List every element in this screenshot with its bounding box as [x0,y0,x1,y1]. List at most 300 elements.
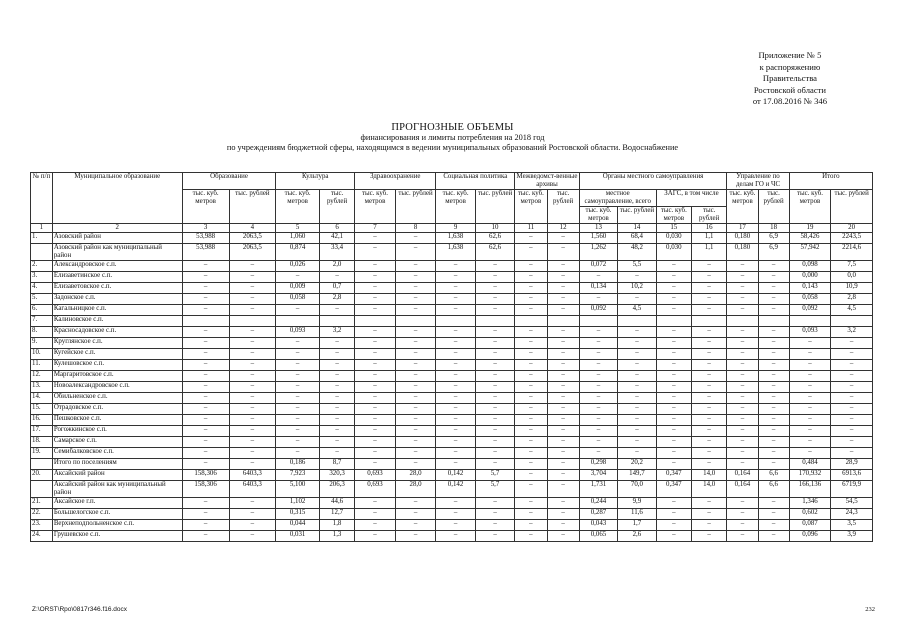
value-cell: – [831,382,873,393]
value-cell: – [436,498,475,509]
value-cell: – [547,261,579,272]
value-cell [727,316,758,327]
value-cell: 2063,5 [229,244,276,261]
municipality-name: Аксайский район [52,470,182,481]
row-number: 13. [31,382,53,393]
value-cell: – [691,360,726,371]
value-cell: – [758,520,789,531]
value-cell: – [395,338,436,349]
header-municipality: Муниципальное образование [52,173,182,224]
value-cell: 0,044 [276,520,320,531]
value-cell: – [547,509,579,520]
municipality-name: Большелогское с.п. [52,509,182,520]
value-cell: 0,287 [579,509,617,520]
file-path: Z:\ORST\Rpo\0817r346.f16.docx [32,606,128,613]
value-cell: 0,180 [727,244,758,261]
value-cell: – [475,272,514,283]
value-cell: – [691,382,726,393]
value-cell: – [727,448,758,459]
value-cell: – [182,520,229,531]
value-cell: – [618,327,656,338]
subheader-rub: тыс. рублей [547,190,579,224]
value-cell: – [579,393,617,404]
value-cell: – [656,272,691,283]
value-cell: – [831,349,873,360]
value-cell: 0,072 [579,261,617,272]
value-cell: – [515,272,547,283]
table-row [31,459,873,470]
municipality-name: Александровское с.п. [52,261,182,272]
value-cell: – [831,437,873,448]
value-cell: 2214,6 [831,244,873,261]
value-cell: 6403,3 [229,470,276,481]
value-cell: – [831,360,873,371]
value-cell: – [758,531,789,542]
value-cell: – [727,283,758,294]
value-cell: – [436,294,475,305]
value-cell: – [758,261,789,272]
table-row [31,327,873,338]
value-cell: – [727,404,758,415]
value-cell: – [229,283,276,294]
value-cell: 158,306 [182,470,229,481]
row-number: 2. [31,261,53,272]
value-cell: – [691,415,726,426]
value-cell: – [182,294,229,305]
value-cell: – [229,382,276,393]
header-archives: Межведомст-венные архивы [516,173,578,188]
value-cell: – [547,382,579,393]
value-cell: – [656,437,691,448]
row-number: 21. [31,498,53,509]
value-cell: – [182,448,229,459]
value-cell: 3,704 [579,470,617,481]
value-cell: 0,693 [355,481,396,498]
value-cell: – [436,349,475,360]
value-cell: – [355,498,396,509]
value-cell: – [182,327,229,338]
value-cell: – [182,382,229,393]
value-cell: – [319,382,354,393]
value-cell: – [579,382,617,393]
value-cell: – [515,294,547,305]
value-cell: – [182,283,229,294]
row-number: 11. [31,360,53,371]
appendix-line: Приложение № 5 [758,50,822,60]
value-cell: – [656,360,691,371]
value-cell: – [229,360,276,371]
value-cell: – [789,371,831,382]
value-cell: – [579,371,617,382]
value-cell: – [475,426,514,437]
value-cell: – [475,261,514,272]
value-cell: 6913,6 [831,470,873,481]
table-row [31,272,873,283]
value-cell: – [182,509,229,520]
value-cell: – [475,509,514,520]
column-number: 15 [656,224,691,233]
value-cell [276,316,320,327]
value-cell: – [355,520,396,531]
value-cell: – [515,233,547,244]
row-number: 7. [31,316,53,327]
subheader-rub: тыс. рублей [395,190,436,224]
column-number: 10 [475,224,514,233]
header-social-policy: Социальная политика [436,173,515,190]
value-cell: 62,6 [475,233,514,244]
value-cell: – [182,272,229,283]
value-cell: – [229,426,276,437]
value-cell: 4,5 [831,305,873,316]
value-cell: – [515,448,547,459]
value-cell: – [758,349,789,360]
table-row [31,244,873,261]
table-row [31,233,873,244]
value-cell: – [758,426,789,437]
row-number: 5. [31,294,53,305]
value-cell: – [656,327,691,338]
value-cell: 0,000 [789,272,831,283]
value-cell: – [436,437,475,448]
value-cell: – [436,272,475,283]
value-cell: 0,098 [789,261,831,272]
value-cell: – [758,272,789,283]
value-cell: – [395,415,436,426]
value-cell: 0,298 [579,459,617,470]
value-cell: – [229,448,276,459]
value-cell: – [656,349,691,360]
subheader-volume: тыс. куб. метров [515,190,547,224]
value-cell: – [436,382,475,393]
row-number: 20. [31,470,53,481]
subheader-local-gov-all: местное самоуправление, всего [579,190,656,207]
value-cell: – [276,404,320,415]
value-cell: – [758,437,789,448]
value-cell: – [547,437,579,448]
value-cell: – [691,327,726,338]
value-cell: – [229,520,276,531]
value-cell: 0,874 [276,244,320,261]
value-cell: – [691,531,726,542]
value-cell: – [727,498,758,509]
subheader-volume: тыс. куб. метров [789,190,831,224]
value-cell: 6,9 [758,244,789,261]
value-cell: 0,164 [727,481,758,498]
municipality-name: Новоалександровское с.п. [52,382,182,393]
value-cell: – [579,272,617,283]
value-cell: 1,7 [618,520,656,531]
value-cell: – [229,272,276,283]
value-cell: 8,7 [319,459,354,470]
municipality-name: Верхнеподпольненское с.п. [52,520,182,531]
value-cell: – [436,338,475,349]
value-cell: – [547,360,579,371]
value-cell: – [727,338,758,349]
value-cell: – [618,272,656,283]
value-cell: – [515,338,547,349]
value-cell: 0,009 [276,283,320,294]
value-cell: – [475,520,514,531]
value-cell: – [319,305,354,316]
value-cell: 2,8 [319,294,354,305]
value-cell: 5,5 [618,261,656,272]
value-cell: – [727,360,758,371]
value-cell: – [229,437,276,448]
value-cell: – [789,415,831,426]
value-cell: – [475,305,514,316]
value-cell: – [618,360,656,371]
value-cell: – [831,426,873,437]
value-cell: 6,9 [758,233,789,244]
value-cell: 0,693 [355,470,396,481]
value-cell: 1,560 [579,233,617,244]
value-cell: – [515,498,547,509]
value-cell: – [758,498,789,509]
value-cell: 320,3 [319,470,354,481]
value-cell: – [355,371,396,382]
value-cell: – [229,305,276,316]
value-cell: – [515,415,547,426]
value-cell: – [355,531,396,542]
value-cell: – [831,404,873,415]
value-cell: – [319,360,354,371]
value-cell: 1,3 [319,531,354,542]
value-cell: – [547,426,579,437]
value-cell: 0,093 [789,327,831,338]
value-cell: – [355,305,396,316]
value-cell: – [182,531,229,542]
value-cell: 0,142 [436,481,475,498]
value-cell: – [475,294,514,305]
value-cell: – [436,305,475,316]
row-number [31,481,53,498]
value-cell: – [395,531,436,542]
value-cell: 1,102 [276,498,320,509]
value-cell [355,316,396,327]
value-cell: – [618,404,656,415]
table-row [31,382,873,393]
value-cell: – [547,470,579,481]
value-cell: 28,0 [395,481,436,498]
value-cell: – [475,371,514,382]
value-cell: – [691,509,726,520]
value-cell: 206,3 [319,481,354,498]
municipality-name: Семибалковское с.п. [52,448,182,459]
value-cell: – [547,393,579,404]
value-cell: – [656,261,691,272]
value-cell: – [436,426,475,437]
value-cell: – [691,448,726,459]
value-cell: – [355,415,396,426]
value-cell: – [691,272,726,283]
table-row [31,437,873,448]
value-cell: – [395,520,436,531]
value-cell: – [436,415,475,426]
value-cell: – [475,327,514,338]
value-cell: – [475,531,514,542]
value-cell: – [475,382,514,393]
value-cell: – [758,294,789,305]
value-cell: – [831,371,873,382]
row-number: 16. [31,415,53,426]
municipality-name: Азовский район как муниципальный район [52,244,182,261]
value-cell: 0,180 [727,233,758,244]
value-cell: – [656,531,691,542]
value-cell: – [758,459,789,470]
value-cell: – [395,283,436,294]
value-cell: – [515,459,547,470]
value-cell: – [475,360,514,371]
value-cell: – [395,509,436,520]
value-cell: 10,9 [831,283,873,294]
value-cell: 70,0 [618,481,656,498]
value-cell: – [727,426,758,437]
value-cell: – [789,338,831,349]
value-cell: 33,4 [319,244,354,261]
value-cell: – [515,481,547,498]
value-cell: – [395,382,436,393]
value-cell: 0,092 [579,305,617,316]
value-cell: – [758,393,789,404]
value-cell: – [355,294,396,305]
value-cell: 0,7 [319,283,354,294]
value-cell: – [515,470,547,481]
value-cell: – [727,382,758,393]
value-cell: – [395,305,436,316]
row-number: 19. [31,448,53,459]
value-cell: – [579,327,617,338]
municipality-name: Калиновское с.п. [52,316,182,327]
value-cell: – [656,509,691,520]
value-cell: – [276,305,320,316]
value-cell: – [789,404,831,415]
value-cell: – [789,349,831,360]
value-cell: 3,2 [831,327,873,338]
value-cell: – [758,404,789,415]
value-cell: – [789,426,831,437]
value-cell: – [691,426,726,437]
value-cell: 54,5 [831,498,873,509]
value-cell: – [547,244,579,261]
value-cell: – [727,327,758,338]
value-cell: 1,346 [789,498,831,509]
value-cell: – [319,415,354,426]
value-cell: – [436,327,475,338]
value-cell [229,316,276,327]
value-cell: – [831,338,873,349]
value-cell: – [515,360,547,371]
value-cell: – [656,415,691,426]
value-cell: – [395,459,436,470]
appendix-line: Ростовской области [753,84,826,95]
value-cell: 1,638 [436,233,475,244]
value-cell: – [579,426,617,437]
value-cell: – [727,509,758,520]
value-cell [579,316,617,327]
value-cell: – [579,360,617,371]
value-cell: 2,0 [319,261,354,272]
row-number: 24. [31,531,53,542]
value-cell: 166,136 [789,481,831,498]
column-number: 7 [355,224,396,233]
value-cell [758,316,789,327]
value-cell: – [182,338,229,349]
table-row [31,316,873,327]
value-cell: – [547,305,579,316]
value-cell: – [229,531,276,542]
value-cell: – [355,393,396,404]
value-cell: – [515,382,547,393]
value-cell: – [229,349,276,360]
value-cell: – [691,371,726,382]
subheader-rub: тыс. рублей [618,207,656,224]
value-cell: – [515,371,547,382]
column-number: 13 [579,224,617,233]
value-cell: 6,6 [758,470,789,481]
value-cell: 0,164 [727,470,758,481]
value-cell [656,316,691,327]
value-cell: – [656,393,691,404]
value-cell: – [691,459,726,470]
value-cell: – [758,448,789,459]
subheader-volume: тыс. куб. метров [579,207,617,224]
value-cell: – [618,294,656,305]
value-cell: – [656,448,691,459]
value-cell: – [579,415,617,426]
value-cell: – [436,520,475,531]
table-row [31,261,873,272]
value-cell: – [229,371,276,382]
value-cell: – [276,448,320,459]
municipality-name: Кулешовское с.п. [52,360,182,371]
value-cell: – [547,459,579,470]
value-cell: – [515,437,547,448]
municipality-name: Грушевское с.п. [52,531,182,542]
value-cell: – [276,415,320,426]
value-cell: 170,932 [789,470,831,481]
table-row [31,283,873,294]
value-cell [789,316,831,327]
value-cell: – [395,327,436,338]
value-cell: 6719,9 [831,481,873,498]
value-cell: – [182,459,229,470]
value-cell: – [229,415,276,426]
value-cell: – [475,393,514,404]
title-line-1: ПРОГНОЗНЫЕ ОБЪЕМЫ [391,122,514,133]
column-number: 6 [319,224,354,233]
value-cell: 0,030 [656,233,691,244]
value-cell: 2,6 [618,531,656,542]
value-cell: – [758,415,789,426]
value-cell: – [395,393,436,404]
column-number: 20 [831,224,873,233]
row-number [31,459,53,470]
value-cell: – [579,349,617,360]
value-cell: – [727,520,758,531]
value-cell: – [436,509,475,520]
value-cell: – [727,294,758,305]
value-cell: – [355,360,396,371]
value-cell: 9,9 [618,498,656,509]
value-cell: 14,0 [691,470,726,481]
value-cell: – [319,371,354,382]
value-cell: – [727,371,758,382]
municipality-name: Красносадовское с.п. [52,327,182,338]
value-cell: 0,244 [579,498,617,509]
value-cell: – [547,498,579,509]
value-cell: – [436,360,475,371]
value-cell: – [547,404,579,415]
